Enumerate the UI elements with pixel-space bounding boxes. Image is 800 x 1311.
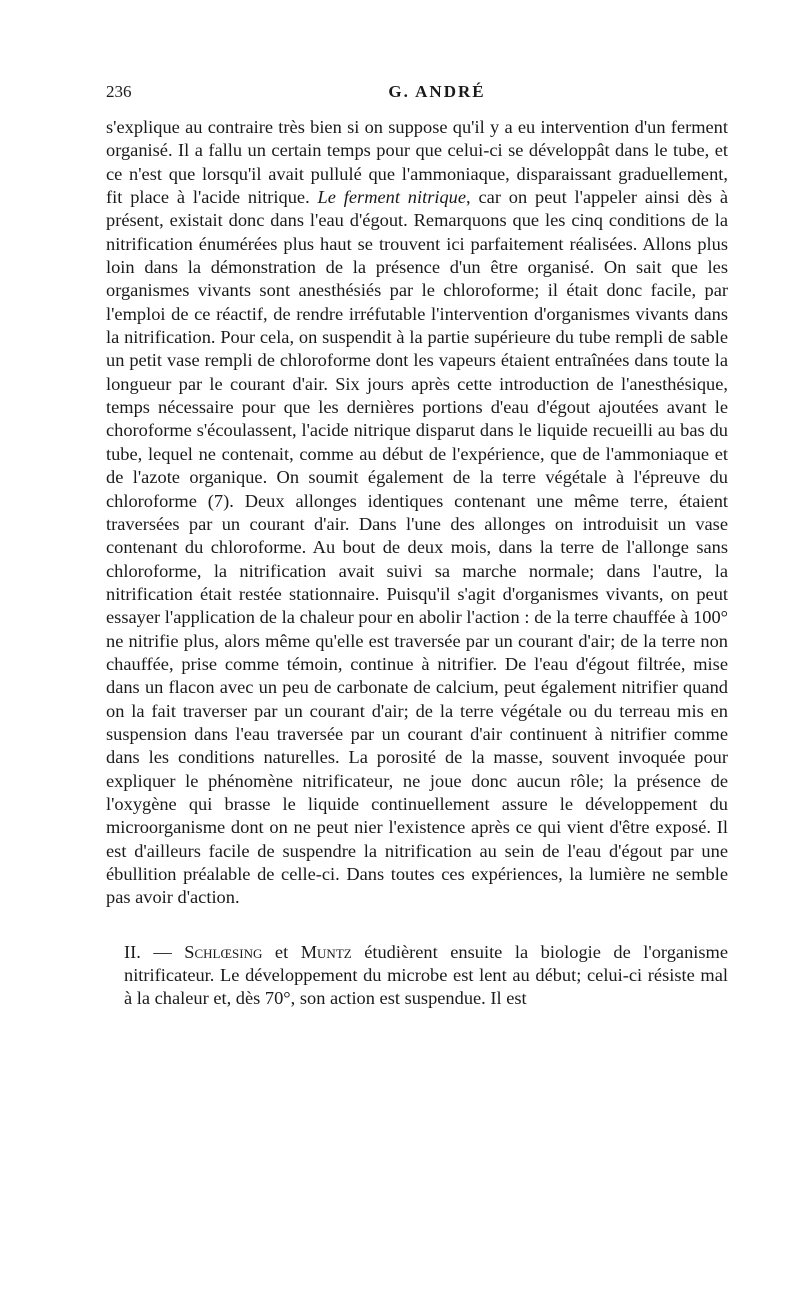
author-name: Muntz <box>300 941 352 962</box>
paragraph-text: et <box>262 941 301 962</box>
running-head: G. ANDRÉ <box>388 82 486 101</box>
body-paragraph-1 <box>106 116 728 910</box>
body-paragraph-2 <box>106 941 728 1011</box>
italic-term: Le ferment nitrique <box>317 187 467 208</box>
author-name: Schlœsing <box>184 941 263 962</box>
section-marker: II. — <box>124 941 185 962</box>
page <box>106 82 728 1011</box>
paragraph-text: étudièrent ensuite la biologie de l'organisme nitrificateur. Le développement du microbe est lent au début; celui-ci résiste mal à la chaleur et, dès 70°, son action est suspendue. Il est <box>124 941 728 1009</box>
page-number: 236 <box>106 82 132 101</box>
page-header <box>106 82 728 108</box>
paragraph-text: , car on peut l'appeler ainsi dès à présent, existait donc dans l'eau d'égout. Remarquons que les cinq conditions de la nitrification énumérées plus haut se trouvent ici parfaitement réalisées. Allons plus loin dans la démonstration de la présence d'un être organisé. On sait que les organismes vivants sont anesthésiés par le chloroforme; il était donc facile, par l'emploi de ce réactif, de rendre irréfutable l'intervention d'organismes vivants dans la nitrification. Pour cela, on suspendit à la partie supérieure du tube rempli de sable un petit vase rempli de chloroforme dont les vapeurs étaient entraînées dans toute la longueur par le courant d'air. Six jours après cette introduction de l'anesthésique, temps nécessaire pour que les dernières portions d'eau d'égout ajoutées avant le choroforme s'écoulassent, l'acide nitrique disparut dans le liquide recueilli au bas du tube, lequel ne contenait, comme au début de l'expérience, que de l'ammoniaque et de l'azote organique. On soumit également de la terre végétale à l'épreuve du chloroforme (7). Deux allonges identiques contenant une même terre, étaient traversées par un courant d'air. Dans l'une des allonges on introduisit un vase contenant du chloroforme. Au bout de deux mois, dans la terre de l'allonge sans chloroforme, la nitrification avait suivi sa marche normale; dans l'autre, la nitrification était restée stationnaire. Puisqu'il s'agit d'organismes vivants, on peut essayer l'application de la chaleur pour en abolir l'action : de la terre chauffée à 100° ne nitrifie plus, alors même qu'elle est traversée par un courant d'air; de la terre non chauffée, prise comme témoin, continue à nitrifier. De l'eau d'égout filtrée, mise dans un flacon avec un peu de carbonate de calcium, peut également nitrifier quand on la fait traverser par un courant d'air; de la terre végétale ou du terreau mis en suspension dans l'eau traversée par un courant d'air continuent à nitrifier comme dans les conditions naturelles. La porosité de la masse, souvent invoquée pour expliquer le phénomène nitrificateur, ne joue donc aucun rôle; la présence de l'oxygène qui brasse le liquide continuellement assure le développement du microorganisme dont on ne peut nier l'existence après ce qui vient d'être exposé. Il est d'ailleurs facile de suspendre la nitrification au sein de l'eau d'égout par une ébullition préalable de celle-ci. Dans toutes ces expériences, la lumière ne semble pas avoir d'action. <box>106 187 729 908</box>
paragraph-text: s'explique au contraire très bien si on suppose qu'il y a eu intervention d'un ferment organisé. Il a fallu un certain temps pour que celui-ci se développât dans le tube, et ce n'est que lorsqu'il avait pullulé que l'ammoniaque, disparaissant graduellement, fit place à l'acide nitrique. <box>106 117 728 208</box>
